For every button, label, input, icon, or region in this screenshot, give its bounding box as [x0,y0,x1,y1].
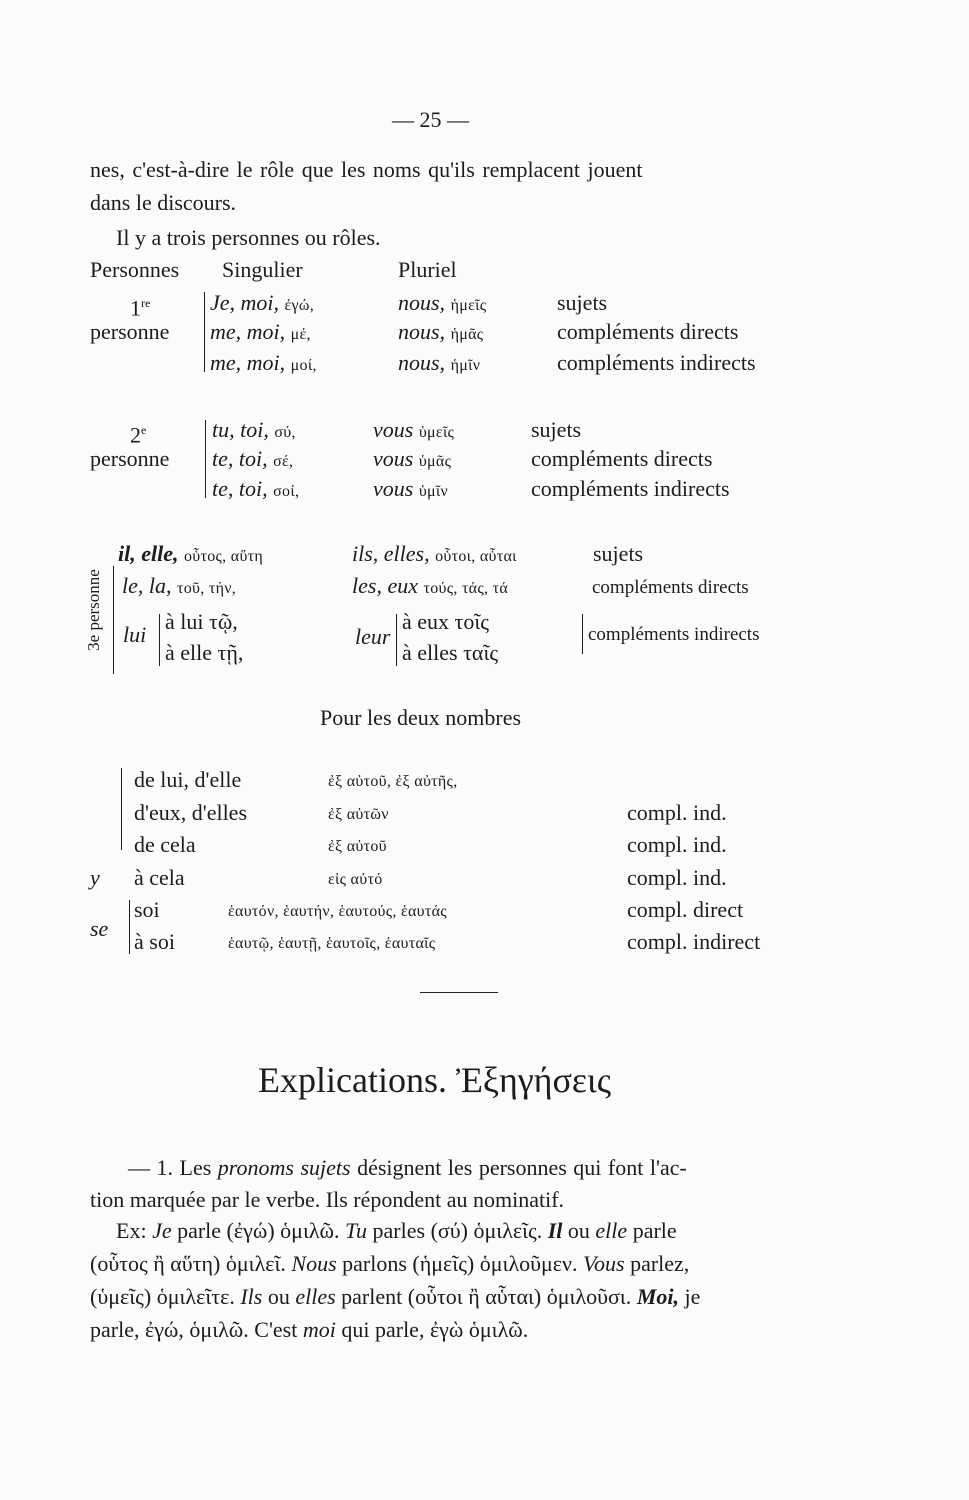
p1-row-3-role: compléments indirects [557,350,756,375]
explications-title: Explications. Ἐξηγήσεις [258,1060,611,1100]
explications-p1-line2: tion marquée par le verbe. Ils répondent au nominatif. [90,1187,565,1212]
p2-row-3-sing: te, toi, σοί, [212,476,300,501]
both-row-5-gr: ἑαυτόν, ἑαυτήν, ἑαυτούς, ἑαυτάς [228,903,447,920]
p1-row-2-plur: nous, ἡμᾶς [398,319,484,344]
p3-lui-b: à elle τῇ, [165,640,244,665]
p3-row-1-plur: ils, elles, οὗτοι, αὗται [352,541,517,566]
p3-leur-brace [396,614,397,666]
p1-brace [204,292,205,372]
p3-label-wrap [80,545,108,675]
p2-row-1-role: sujets [531,417,582,442]
p3-ind-brace [582,614,583,654]
both-row-5-role: compl. direct [627,897,744,922]
p3-leur-b: à elles ταῖς [402,640,499,665]
both-row-3-fr: de cela [134,832,196,857]
p1-row-1-role: sujets [557,290,608,315]
both-row-1-fr: de lui, d'elle [134,767,242,792]
example-line-3: (ὑμεῖς) ὁμιλεῖτε. Ils ou elles parlent (οὗτοι ἢ αὗται) ὁμιλοῦσι. Moi, je [90,1284,701,1309]
p1-row-3-plur: nous, ἡμῖν [398,350,481,375]
explications-p1-line1: — 1. Les pronoms sujets désignent les personnes qui font l'ac- [128,1155,687,1180]
p1-row-1-plur: nous, ἡμεῖς [398,290,487,315]
p3-role-ind: compléments indirects [588,624,760,645]
both-brace-1 [121,768,122,850]
p2-label-num: 2e [130,422,147,448]
both-row-1-gr: ἐξ αὐτοῦ, ἐξ αὐτῆς, [328,773,458,790]
p3-leur: leur [355,624,391,649]
p3-lui: lui [123,622,147,647]
p3-brace [113,566,114,674]
both-row-2-fr: d'eux, d'elles [134,800,248,825]
p1-label-num: 1re [130,295,151,321]
p2-row-1-sing: tu, toi, σύ, [212,417,296,442]
both-row-4-gr: εἰς αὐτό [328,871,383,888]
both-row-6-fr: à soi [134,929,175,954]
example-line-1: Ex: Je parle (ἐγώ) ὁμιλῶ. Tu parles (σύ) ὁμιλεῖς. Il ou elle parle [116,1218,677,1243]
both-row-3-gr: ἐξ αὐτοῦ [328,838,387,855]
p1-row-2-role: compléments directs [557,319,739,344]
both-row-6-role: compl. indirect [627,929,761,954]
p3-row-2-role: compléments directs [592,577,749,598]
intro-line-1: nes, c'est-à-dire le rôle que les noms qu'ils remplacent jouent [90,157,643,182]
intro-line-2: dans le discours. [90,190,237,215]
p3-lui-a: à lui τῷ, [165,609,238,634]
example-line-4: parle, ἐγώ, ὁμιλῶ. C'est moi qui parle, ἐγὼ ὁμιλῶ. [90,1317,529,1342]
header-singulier: Singulier [222,257,303,282]
page-number: — 25 — [392,107,469,132]
p3-row-1-sing: il, elle, οὗτος, αὕτη [118,541,264,566]
p1-row-3-sing: me, moi, μοί, [210,350,317,375]
p2-row-2-role: compléments directs [531,446,713,471]
p2-row-2-sing: te, toi, σέ, [212,446,294,471]
p2-label-word: personne [90,446,170,471]
both-row-2-role: compl. ind. [627,800,727,825]
p3-leur-a: à eux τοῖς [402,609,490,634]
p1-label-word: personne [90,319,170,344]
p3-row-1-role: sujets [593,541,644,566]
p3-lui-brace [159,614,160,666]
p2-row-3-role: compléments indirects [531,476,730,501]
header-personnes: Personnes [90,257,180,282]
header-pluriel: Pluriel [398,257,457,282]
p3-row-2-sing: le, la, τοῦ, τήν, [122,573,237,598]
both-row-5-fr: soi [134,897,160,922]
p1-row-2-sing: me, moi, μέ, [210,319,311,344]
p2-row-2-plur: vous ὑμᾶς [373,446,452,471]
example-line-2: (οὗτος ἢ αὕτη) ὁμιλεῖ. Nous parlons (ἡμεῖς) ὁμιλοῦμεν. Vous parlez, [90,1251,690,1276]
p2-row-1-plur: vous ὑμεῖς [373,417,455,442]
p3-row-2-plur: les, eux τούς, τάς, τά [352,573,509,598]
p1-row-1-sing: Je, moi, ἐγώ, [210,290,315,315]
p3-label: 3e personne [84,569,103,651]
both-brace-se [129,900,130,954]
both-row-6-gr: ἑαυτῷ, ἑαυτῇ, ἑαυτοῖς, ἑαυταῖς [228,935,436,952]
both-row-5-prefix: se [90,916,109,941]
separator-rule [420,992,498,993]
both-row-3-role: compl. ind. [627,832,727,857]
both-row-2-gr: ἐξ αὐτῶν [328,806,389,823]
both-numbers-title: Pour les deux nombres [320,705,522,730]
intro-line-3: Il y a trois personnes ou rôles. [116,225,381,250]
both-row-4-fr: à cela [134,865,185,890]
p2-row-3-plur: vous ὑμῖν [373,476,449,501]
both-row-4-role: compl. ind. [627,865,727,890]
p2-brace [205,420,206,498]
both-row-4-prefix: y [90,865,100,890]
